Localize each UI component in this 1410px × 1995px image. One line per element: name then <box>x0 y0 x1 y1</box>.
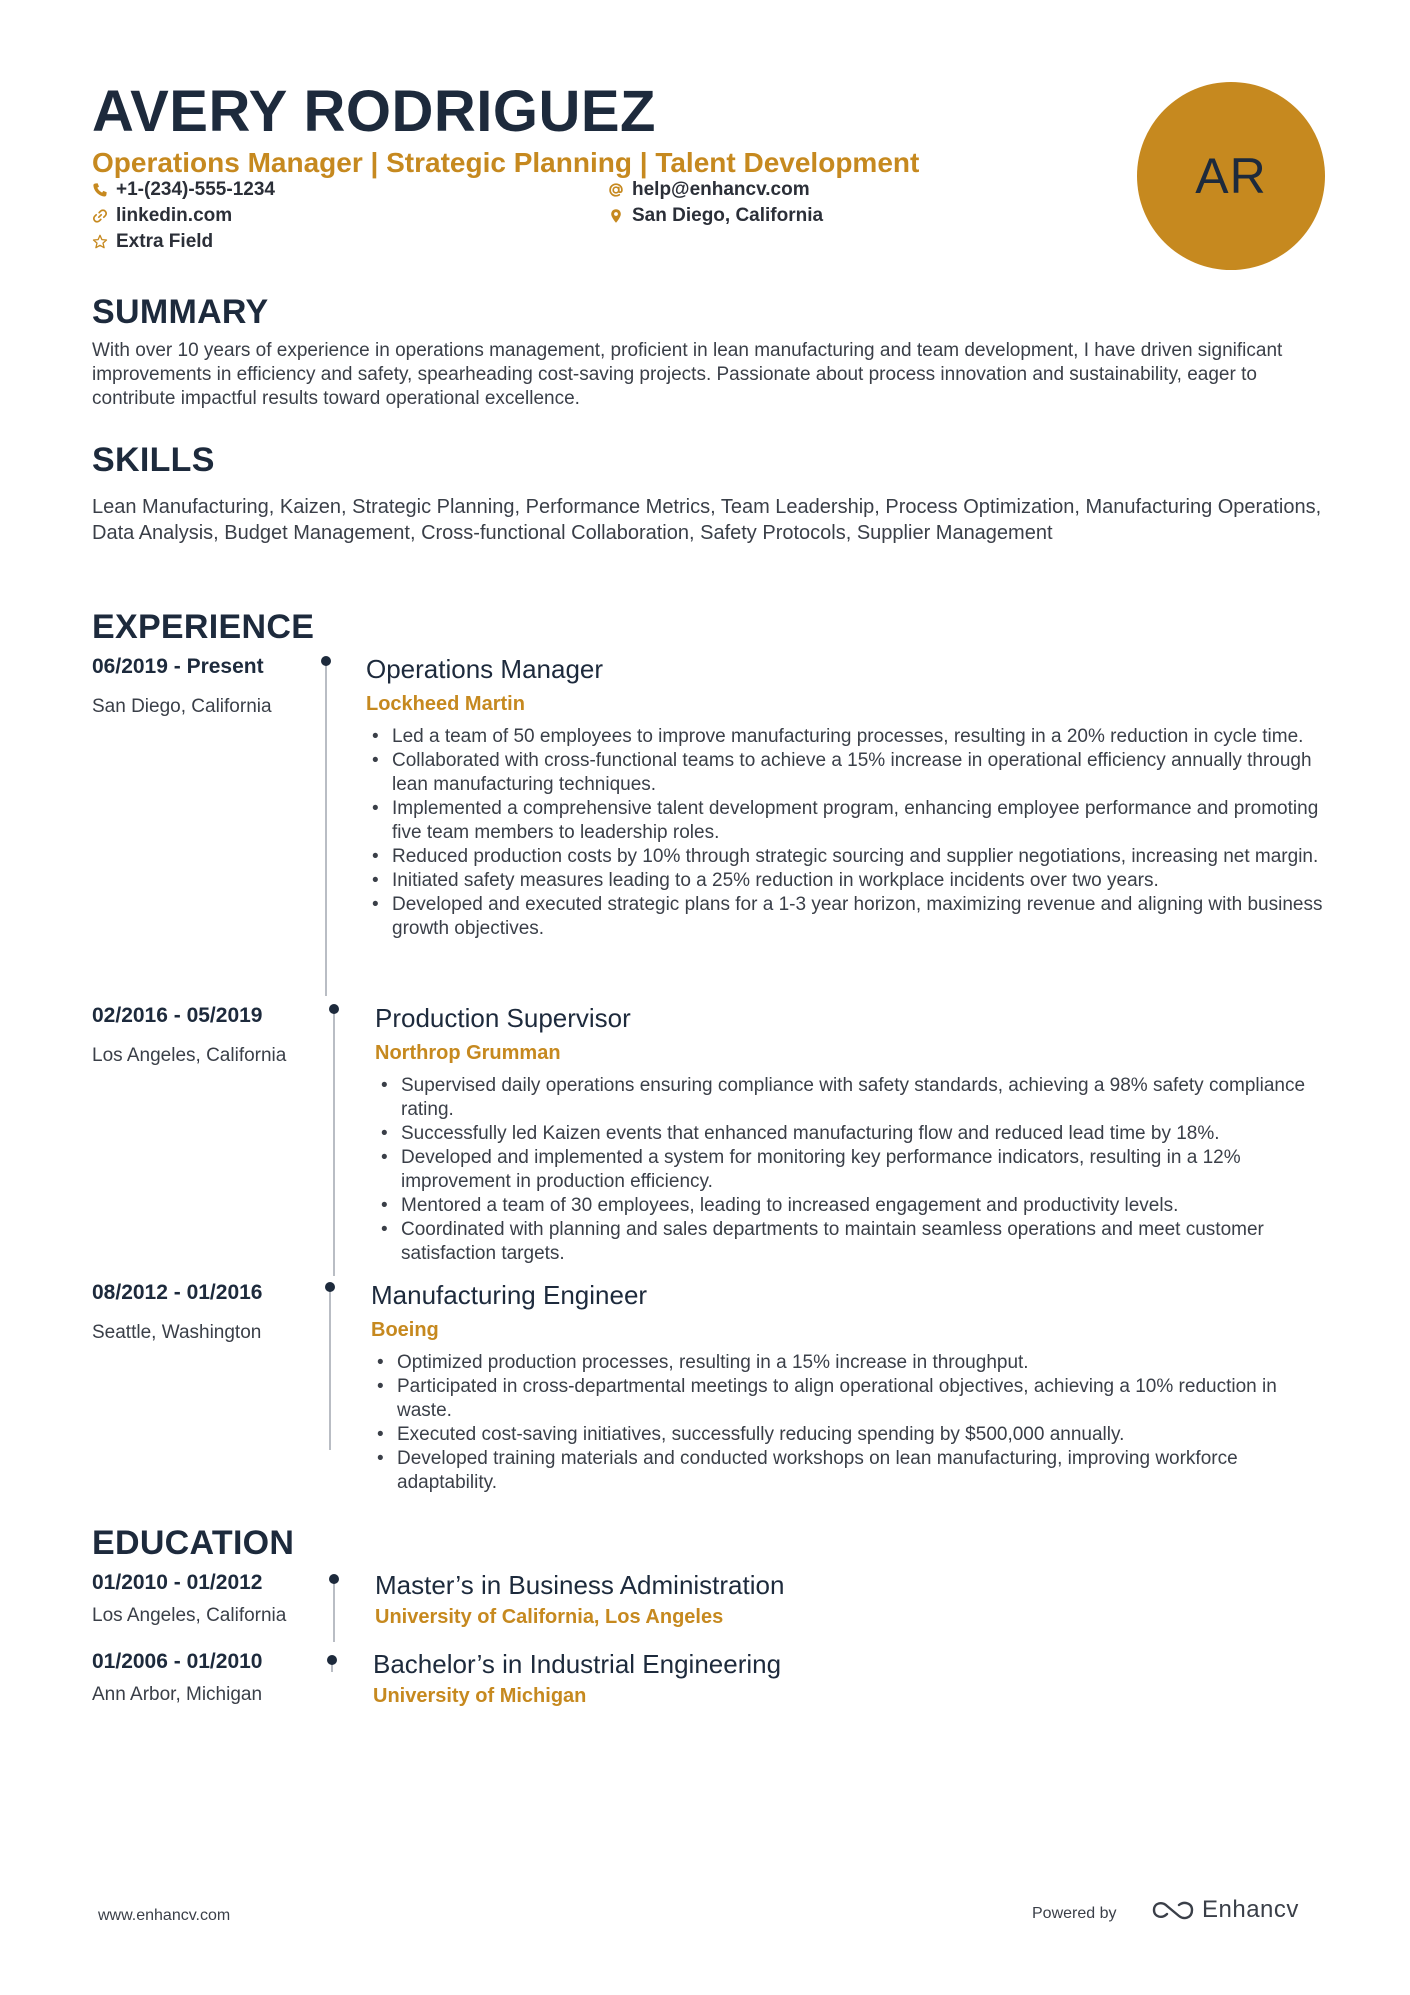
experience-bullets <box>375 1074 1335 1266</box>
experience-dates: 08/2012 - 01/2016 <box>92 1281 263 1304</box>
phone-text[interactable]: +1-(234)-555-1234 <box>116 179 275 200</box>
list-item: • Supervised daily operations ensuring compliance with safety standards, achieving a 98% safety compliance rating. <box>375 1074 1335 1122</box>
candidate-tagline: Operations Manager | Strategic Planning | Talent Development <box>92 147 920 178</box>
experience-role: Operations Manager <box>366 654 604 684</box>
timeline-dot <box>321 656 331 666</box>
experience-title: EXPERIENCE <box>92 608 315 646</box>
list-item: • Developed training materials and conducted workshops on lean manufacturing, improving workforce adaptability. <box>371 1447 1331 1495</box>
summary-title: SUMMARY <box>92 293 269 331</box>
experience-bullets <box>366 725 1326 941</box>
timeline-dot <box>329 1004 339 1014</box>
avatar-initials: AR <box>1195 148 1267 204</box>
list-item: • Implemented a comprehensive talent development program, enhancing employee performance and promoting five team members to leadership roles. <box>366 797 1326 845</box>
list-item: • Optimized production processes, resulting in a 15% increase in throughput. <box>371 1351 1331 1375</box>
list-item: • Developed and executed strategic plans for a 1-3 year horizon, maximizing revenue and aligning with business growth objectives. <box>366 893 1326 941</box>
map-pin-icon <box>608 208 624 224</box>
education-degree: Master’s in Business Administration <box>375 1570 785 1600</box>
phone-icon <box>92 182 108 198</box>
at-sign-icon <box>608 182 624 198</box>
timeline-dot <box>329 1574 339 1584</box>
timeline-line <box>329 1288 331 1450</box>
link-icon <box>92 208 108 224</box>
list-item: • Participated in cross-departmental meetings to align operational objectives, achieving a 10% reduction in waste. <box>371 1375 1331 1423</box>
experience-bullets <box>371 1351 1331 1495</box>
contact-location <box>608 204 823 228</box>
footer-powered-by: Powered by <box>1032 1905 1117 1922</box>
education-title: EDUCATION <box>92 1524 295 1562</box>
experience-location: Seattle, Washington <box>92 1322 262 1343</box>
star-icon <box>92 234 108 250</box>
list-item: • Initiated safety measures leading to a 25% reduction in workplace incidents over two years. <box>366 869 1326 893</box>
skills-text: Lean Manufacturing, Kaizen, Strategic Planning, Performance Metrics, Team Leadership, Process Optimization, Manufacturing Operations, Data Analysis, Budget Management, Cross-functional Collaboration, Safety Protocols, Supplier Management <box>92 496 1322 544</box>
list-item: • Executed cost-saving initiatives, successfully reducing spending by $500,000 annually. <box>371 1423 1331 1447</box>
list-item: • Led a team of 50 employees to improve manufacturing processes, resulting in a 20% reduction in cycle time. <box>366 725 1326 749</box>
extra-text: Extra Field <box>116 231 214 252</box>
timeline-dot <box>327 1655 337 1665</box>
list-item: • Mentored a team of 30 employees, leading to increased engagement and productivity levels. <box>375 1194 1335 1218</box>
footer-brand[interactable] <box>1150 1896 1299 1924</box>
list-item: • Reduced production costs by 10% through strategic sourcing and supplier negotiations, increasing net margin. <box>366 845 1326 869</box>
email-text[interactable]: help@enhancv.com <box>632 179 810 200</box>
summary-text: With over 10 years of experience in operations management, proficient in lean manufacturing and team development, I have driven significant improvements in efficiency and safety, spearheading cost-saving projects. Passionate about process innovation and sustainability, eager to contribute impactful results toward operational excellence. <box>92 340 1283 409</box>
list-item: • Collaborated with cross-functional teams to achieve a 15% increase in operational efficiency annually through lean manufacturing techniques. <box>366 749 1326 797</box>
experience-role: Manufacturing Engineer <box>371 1280 648 1310</box>
avatar <box>1137 82 1325 270</box>
education-location: Ann Arbor, Michigan <box>92 1684 263 1705</box>
experience-company: Northrop Grumman <box>375 1042 561 1064</box>
experience-role: Production Supervisor <box>375 1003 631 1033</box>
contact-phone <box>92 178 275 202</box>
skills-title: SKILLS <box>92 441 215 479</box>
timeline-line <box>325 662 327 996</box>
education-dates: 01/2006 - 01/2010 <box>92 1650 263 1673</box>
education-school: University of California, Los Angeles <box>375 1606 724 1628</box>
experience-dates: 02/2016 - 05/2019 <box>92 1004 263 1027</box>
list-item: • Successfully led Kaizen events that enhanced manufacturing flow and reduced lead time by 18%. <box>375 1122 1335 1146</box>
footer-website[interactable]: www.enhancv.com <box>98 1907 231 1924</box>
list-item: • Coordinated with planning and sales departments to maintain seamless operations and meet customer satisfaction targets. <box>375 1218 1335 1266</box>
location-text: San Diego, California <box>632 205 824 226</box>
list-item: • Developed and implemented a system for monitoring key performance indicators, resulting in a 12% improvement in production efficiency. <box>375 1146 1335 1194</box>
timeline-line <box>333 1010 335 1276</box>
experience-company: Boeing <box>371 1319 439 1341</box>
linkedin-text[interactable]: linkedin.com <box>116 205 233 226</box>
experience-dates: 06/2019 - Present <box>92 655 264 678</box>
contact-linkedin <box>92 204 232 228</box>
experience-company: Lockheed Martin <box>366 693 525 715</box>
contact-email <box>608 178 810 202</box>
experience-location: San Diego, California <box>92 696 272 717</box>
education-school: University of Michigan <box>373 1685 587 1707</box>
candidate-name: AVERY RODRIGUEZ <box>92 79 656 144</box>
timeline-dot <box>325 1282 335 1292</box>
timeline-line <box>333 1580 335 1642</box>
education-degree: Bachelor’s in Industrial Engineering <box>373 1649 782 1679</box>
experience-location: Los Angeles, California <box>92 1045 287 1066</box>
footer-brand-name: Enhancv <box>1202 1896 1299 1923</box>
enhancv-logo-icon <box>1150 1897 1202 1923</box>
education-dates: 01/2010 - 01/2012 <box>92 1571 263 1594</box>
education-location: Los Angeles, California <box>92 1605 287 1626</box>
contact-extra <box>92 230 213 254</box>
